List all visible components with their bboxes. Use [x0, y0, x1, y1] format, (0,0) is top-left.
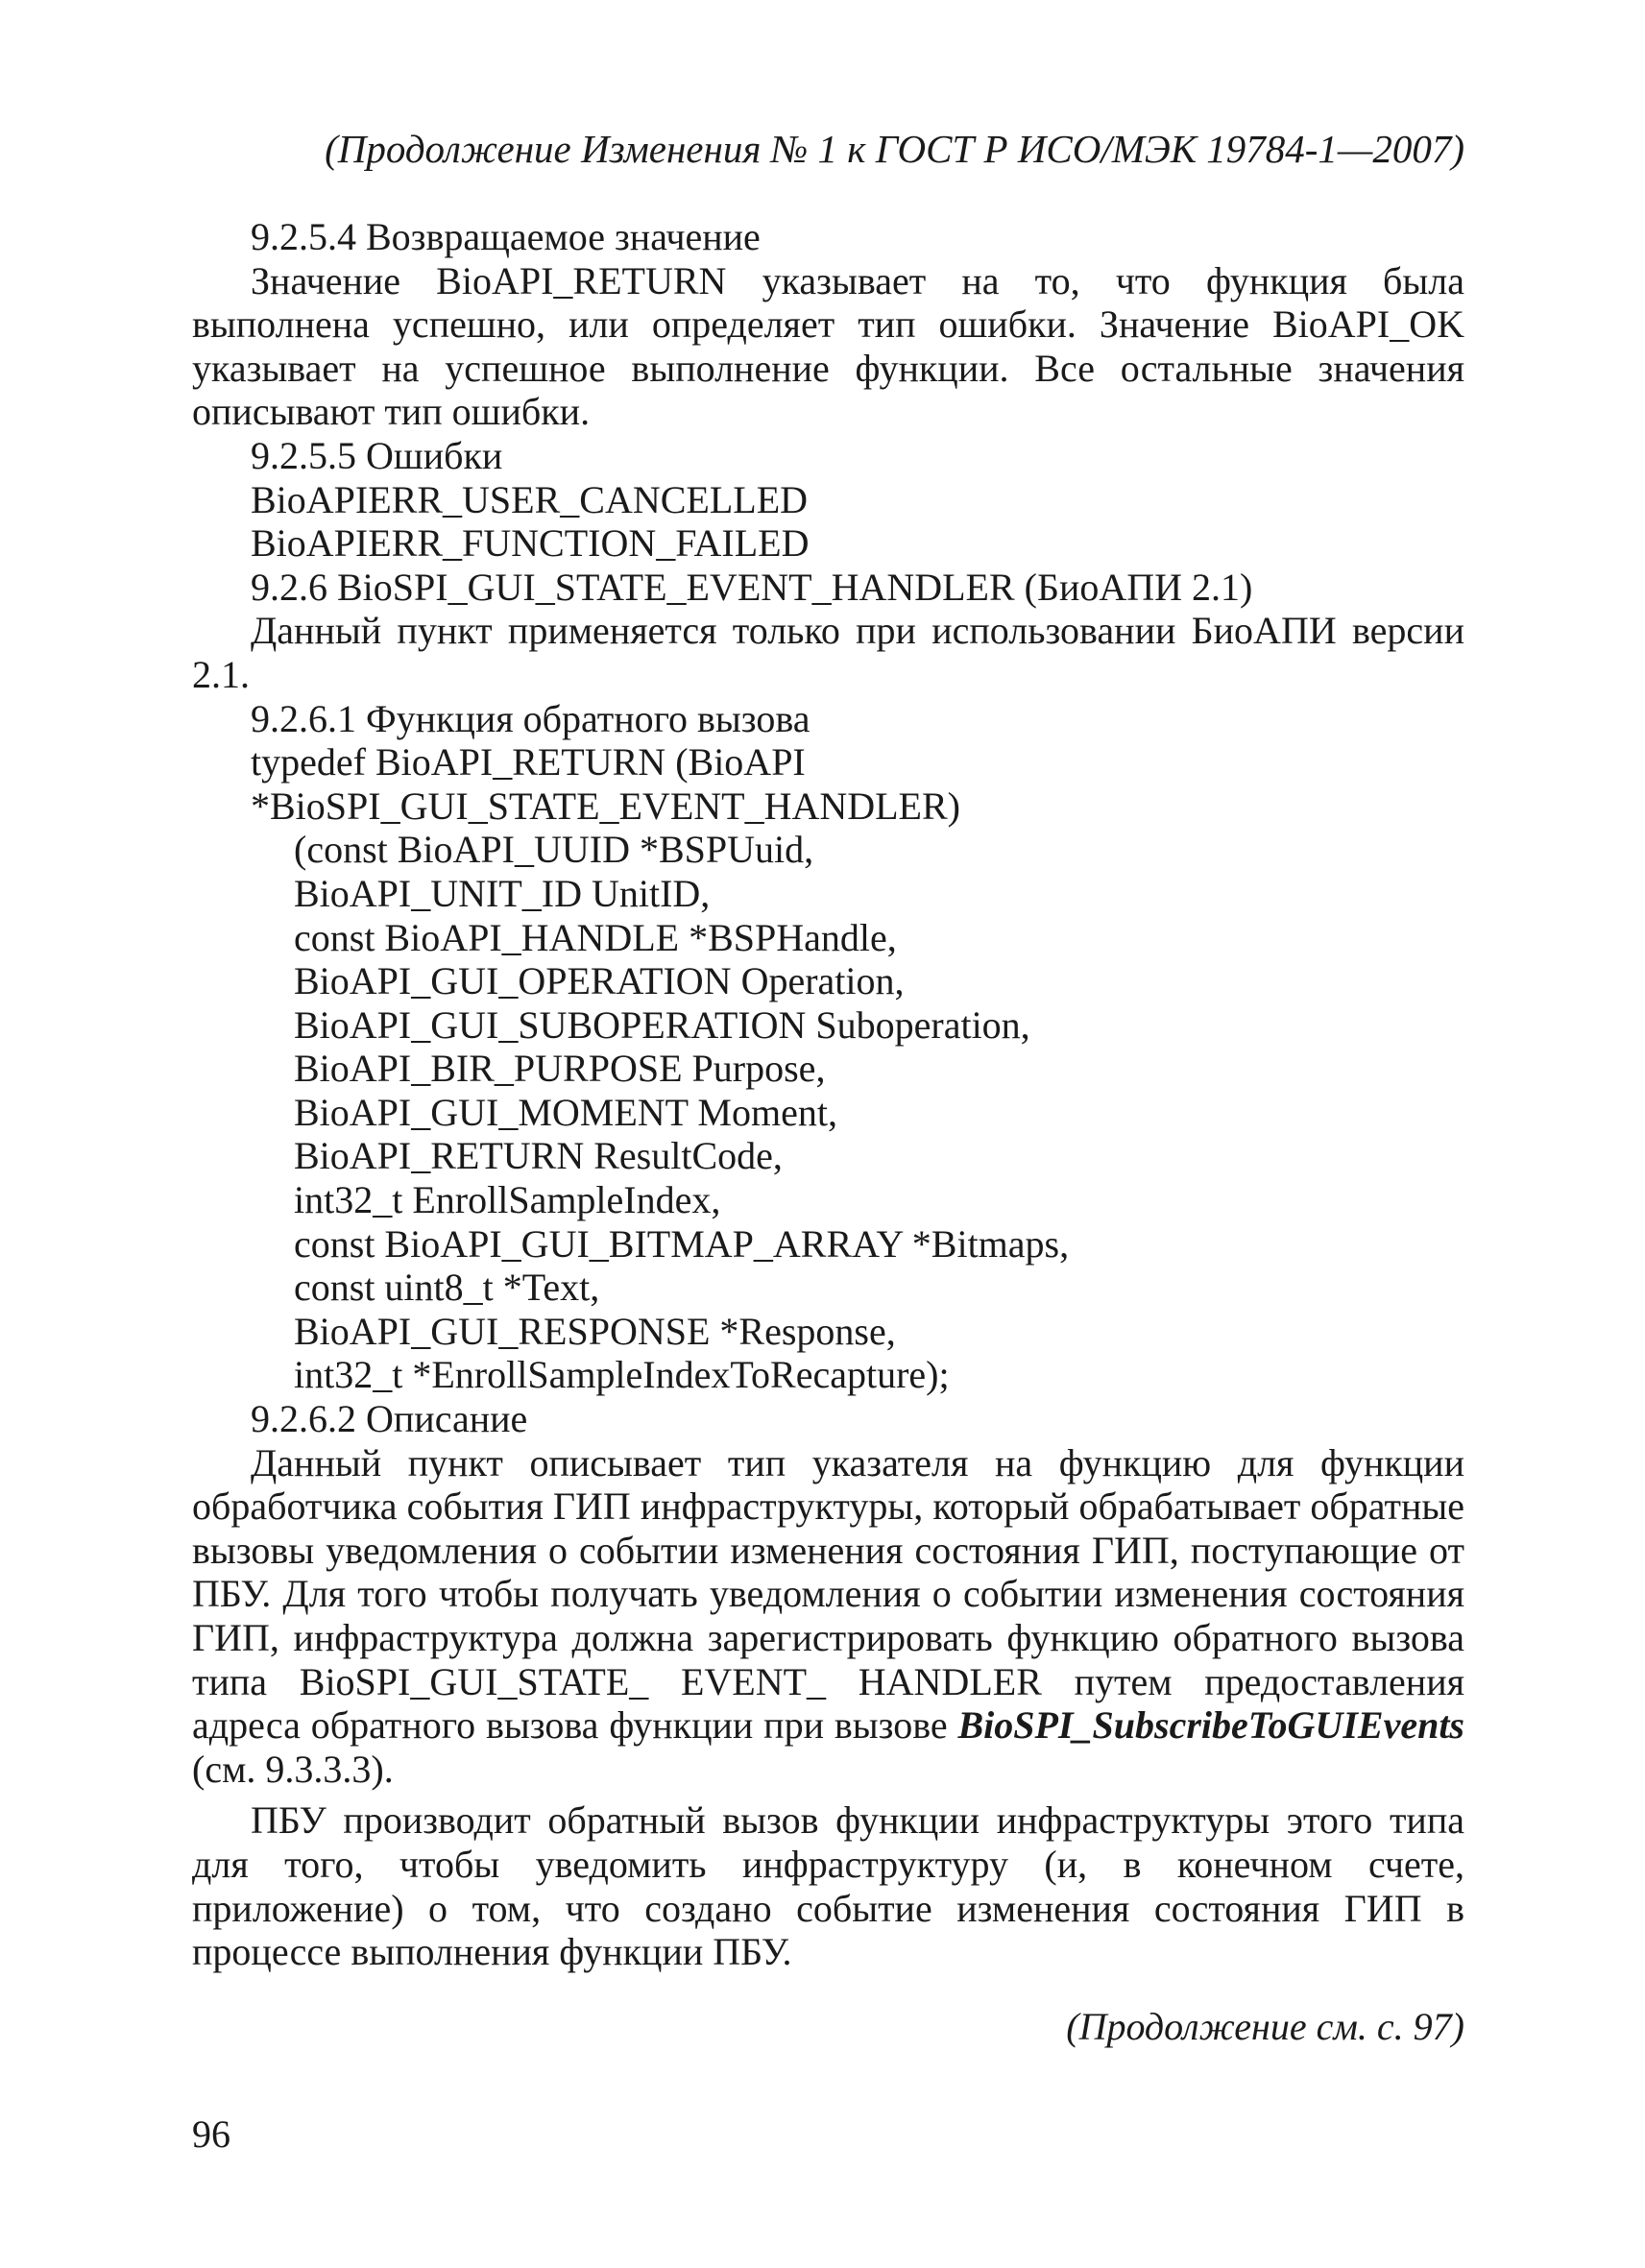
signature-line: typedef BioAPI_RETURN (BioAPI	[251, 740, 806, 784]
parameter-line: const BioAPI_HANDLE *BSPHandle,	[294, 915, 897, 959]
error-code: BioAPIERR_USER_CANCELLED	[251, 477, 809, 521]
parameter-line: const BioAPI_GUI_BITMAP_ARRAY *Bitmaps,	[294, 1221, 1070, 1266]
parameter-line: const uint8_t *Text,	[294, 1266, 600, 1310]
parameter-line: BioAPI_GUI_MOMENT Moment,	[294, 1090, 837, 1134]
return-value-paragraph: Значение BioAPI_RETURN указывает на то, что функция была выполнена успешно, или определяет тип ошибки. Значение BioAPI_OK указывает на успешное выполнение функции. Все остальные значения описывают тип ошибки.	[192, 258, 1464, 434]
section-heading-9-2-6: 9.2.6 BioSPI_GUI_STATE_EVENT_HANDLER (БиоАПИ 2.1)	[251, 565, 1253, 609]
section-heading-9-2-5-4: 9.2.5.4 Возвращаемое значение	[251, 215, 761, 258]
document-page	[192, 125, 1464, 2051]
section-heading-9-2-6-1: 9.2.6.1 Функция обратного вызова	[251, 696, 810, 740]
error-code: BioAPIERR_FUNCTION_FAILED	[251, 521, 810, 566]
parameter-line: BioAPI_RETURN ResultCode,	[294, 1134, 783, 1178]
parameter-line: BioAPI_GUI_SUBOPERATION Suboperation,	[294, 1002, 1030, 1047]
parameter-line: BioAPI_GUI_OPERATION Operation,	[294, 959, 905, 1003]
applicability-paragraph: Данный пункт применяется только при использовании БиоАПИ версии 2.1.	[192, 609, 1464, 696]
parameter-line: int32_t EnrollSampleIndex,	[294, 1178, 721, 1222]
callback-paragraph: ПБУ производит обратный вызов функции инфраструктуры этого типа для того, чтобы уведомить инфраструктуру (и, в конечном счете, приложение) о том, что создано событие изменения состояния ГИП в процессе выполнения функции ПБУ.	[192, 1798, 1464, 1974]
function-reference: BioSPI_SubscribeToGUIEvents	[957, 1703, 1464, 1748]
parameter-line: BioAPI_GUI_RESPONSE *Response,	[294, 1309, 896, 1353]
description-text: Данный пункт описывает тип указателя на функцию для функции обработчика события ГИП инфраструктуры, который обрабатывает обратные вызовы уведомления о событии изменения состояния ГИП, поступающие от ПБУ. Для того чтобы получать уведомления о событии изменения состояния ГИП, инфраструктура должна зарегистрировать функцию обратного вызова типа BioSPI_GUI_STATE_ EVENT_ HANDLER путем предоставления адреса обратного вызова функции при вызове	[192, 1440, 1464, 1748]
description-paragraph	[192, 1441, 1464, 1792]
page-number: 96	[192, 2112, 230, 2156]
signature-line: *BioSPI_GUI_STATE_EVENT_HANDLER)	[251, 784, 960, 828]
continuation-note: (Продолжение см. с. 97)	[1066, 2004, 1464, 2048]
parameter-line: BioAPI_UNIT_ID UnitID,	[294, 871, 711, 915]
parameter-line: (const BioAPI_UUID *BSPUuid,	[294, 828, 814, 872]
running-header: (Продолжение Изменения № 1 к ГОСТ Р ИСО/МЭК 19784-1—2007)	[325, 127, 1464, 171]
description-text-end: (см. 9.3.3.3).	[192, 1747, 394, 1791]
section-heading-9-2-6-2: 9.2.6.2 Описание	[251, 1397, 528, 1441]
parameter-line: BioAPI_BIR_PURPOSE Purpose,	[294, 1047, 826, 1091]
parameter-line: int32_t *EnrollSampleIndexToRecapture);	[294, 1353, 950, 1397]
section-heading-9-2-5-5: 9.2.5.5 Ошибки	[251, 433, 503, 477]
